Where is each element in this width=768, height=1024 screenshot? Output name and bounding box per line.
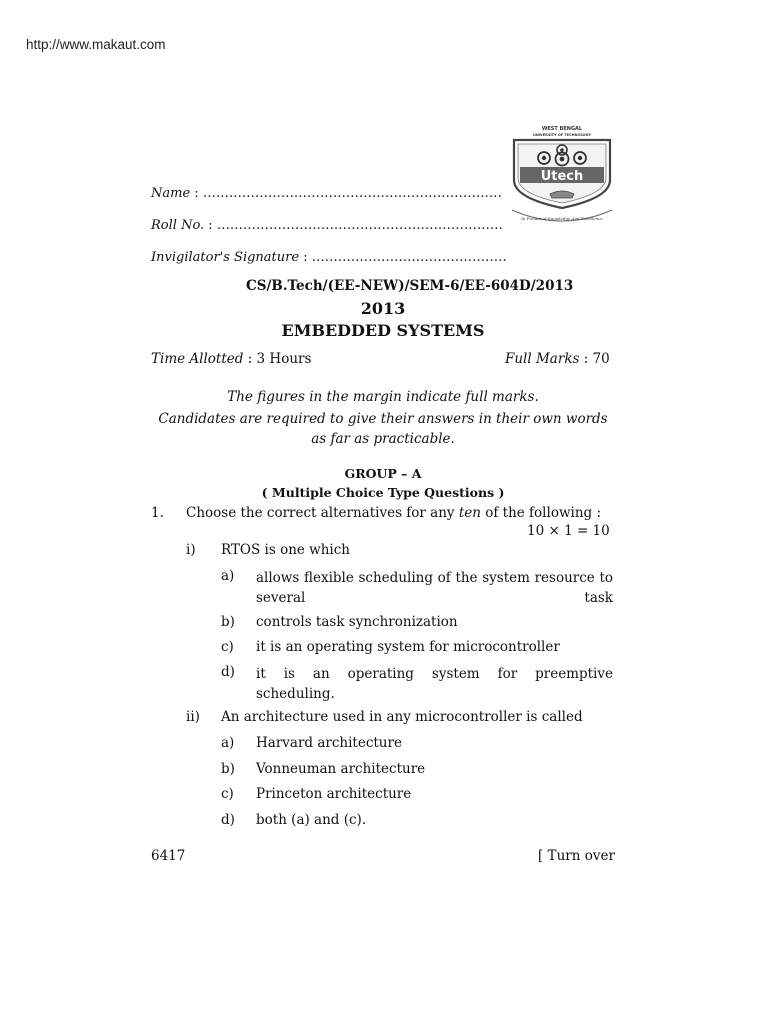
full-marks: Full Marks : 70 <box>505 351 610 367</box>
option-key: d) <box>221 812 235 828</box>
footer-code: 6417 <box>151 848 186 864</box>
option-text: Vonneuman architecture <box>256 761 426 777</box>
time-allotted: Time Allotted : 3 Hours <box>151 351 312 367</box>
roll-label: Roll No. <box>151 218 205 233</box>
instruction-line: as far as practicable. <box>311 431 455 447</box>
header-url: http://www.makaut.com <box>26 37 166 52</box>
university-logo <box>506 120 618 232</box>
invigilator-field[interactable]: Invigilator's Signature : ……………………………………… <box>151 250 507 265</box>
option-key: a) <box>221 568 235 584</box>
logo-motto-text: In Pursuit of Knowledge And Excellence <box>521 216 603 221</box>
name-field[interactable]: Name : …………………………………………………………… <box>151 186 502 201</box>
group-subtitle: ( Multiple Choice Type Questions ) <box>261 485 505 500</box>
exam-code: CS/B.Tech/(EE-NEW)/SEM-6/EE-604D/2013 <box>246 278 574 294</box>
roll-dots: ………………………………………………………… <box>216 218 503 233</box>
instruction-line: The figures in the margin indicate full marks. <box>227 389 539 405</box>
option-text: allows flexible scheduling of the system resource to several task <box>256 570 613 606</box>
option-text: both (a) and (c). <box>256 812 367 828</box>
turn-over: [ Turn over <box>538 848 615 864</box>
question-text: Choose the correct alternatives for any ten of the following : <box>186 505 601 521</box>
roll-field[interactable]: Roll No. : ………………………………………………………… <box>151 218 503 233</box>
option-key: b) <box>221 614 235 630</box>
option-text: Princeton architecture <box>256 786 412 802</box>
name-dots: …………………………………………………………… <box>202 186 502 201</box>
instruction-line: Candidates are required to give their answers in their own words <box>158 411 608 427</box>
question-marks: 10 × 1 = 10 <box>527 523 610 539</box>
item-number: ii) <box>186 709 200 725</box>
exam-subject: EMBEDDED SYSTEMS <box>281 321 485 340</box>
invigilator-dots: ……………………………………… <box>311 250 507 265</box>
option-key: c) <box>221 786 234 802</box>
logo-university-text: UNIVERSITY OF TECHNOLOGY <box>532 133 592 137</box>
option-key: a) <box>221 735 235 751</box>
item-number: i) <box>186 542 196 558</box>
option-text: it is an operating system for preemptive scheduling. <box>256 666 613 702</box>
name-label: Name <box>151 186 191 201</box>
question-number: 1. <box>151 505 164 521</box>
item-text: RTOS is one which <box>221 542 351 558</box>
option-key: b) <box>221 761 235 777</box>
logo-name-text: Utech <box>540 169 584 184</box>
option-key: c) <box>221 639 234 655</box>
option-text: controls task synchronization <box>256 614 458 630</box>
item-text: An architecture used in any microcontroller is called <box>221 709 583 725</box>
group-title: GROUP – A <box>344 466 422 481</box>
exam-year: 2013 <box>360 299 406 318</box>
svg-text:WEST BENGAL: WEST BENGAL <box>541 126 583 132</box>
option-text: it is an operating system for microcontroller <box>256 639 560 655</box>
option-key: d) <box>221 664 235 680</box>
option-text: Harvard architecture <box>256 735 402 751</box>
invigilator-label: Invigilator's Signature <box>151 250 300 265</box>
